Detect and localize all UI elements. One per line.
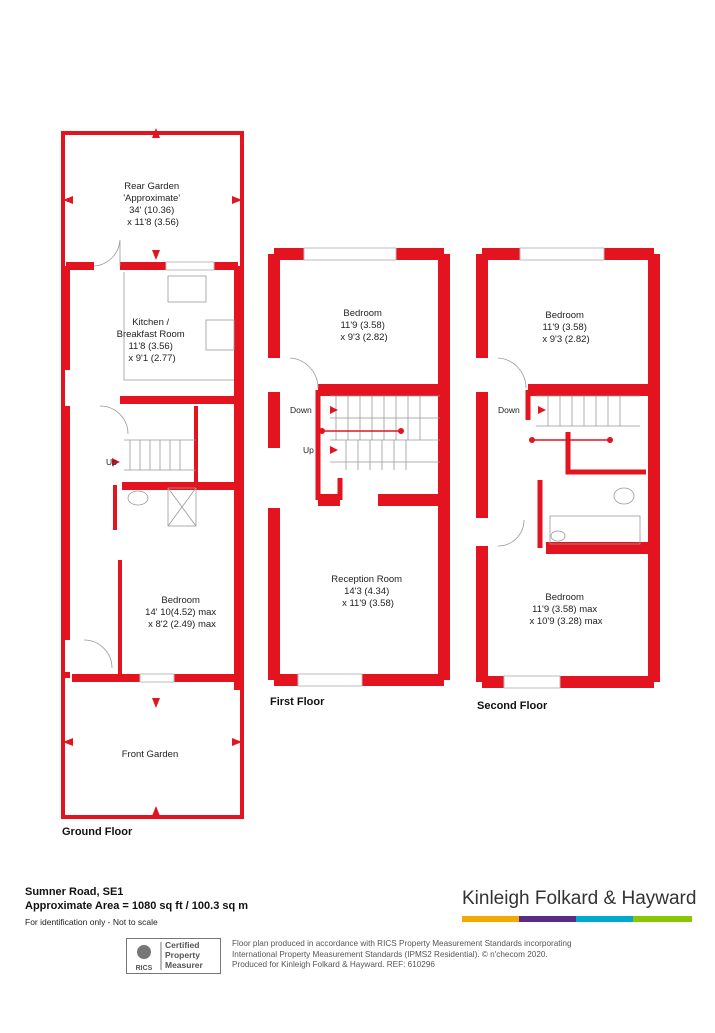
- rear-garden-label: Rear Garden 'Approximate' 34' (10.36) x 11'8 (3.56): [123, 181, 181, 228]
- brand-name: Kinleigh Folkard & Hayward: [462, 888, 697, 909]
- brand-bar-purple: [519, 916, 576, 922]
- brand-bar-orange: [462, 916, 519, 922]
- first-floor-title: First Floor: [270, 696, 325, 708]
- second-bedroom-bottom-label: Bedroom 11'9 (3.58) max x 10'9 (3.28) max: [529, 592, 603, 627]
- bath-icon: [550, 516, 640, 544]
- second-floor-title: Second Floor: [477, 700, 548, 712]
- front-window: [140, 674, 174, 682]
- second-rear-window: [504, 676, 560, 688]
- second-bedroom-top-label: Bedroom 11'9 (3.58) x 9'3 (2.82): [542, 310, 590, 345]
- door-swing: [100, 406, 128, 434]
- second-bedroom-window: [520, 248, 604, 260]
- ground-stairs: [124, 440, 196, 470]
- stair-down-label: Down: [498, 405, 520, 415]
- first-bedroom-window: [304, 248, 396, 260]
- arrows: [63, 128, 546, 816]
- stair-down-label: Down: [290, 405, 312, 415]
- brand-bar-green: [633, 916, 692, 922]
- ground-site-boundary: [63, 133, 242, 817]
- stair-up-label: Up: [303, 445, 314, 455]
- ground-floor-title: Ground Floor: [62, 826, 133, 838]
- front-garden-label: Front Garden: [121, 749, 179, 760]
- scale-note: For identification only - Not to scale: [25, 917, 158, 927]
- reception-window: [298, 674, 362, 686]
- first-bedroom-label: Bedroom 11'9 (3.58) x 9'3 (2.82): [340, 308, 388, 343]
- rics-certified-text: Certified Property Measurer: [165, 940, 203, 970]
- kitchen-label: Kitchen / Breakfast Room 11'8 (3.56) x 9'1 (2.77): [116, 317, 185, 364]
- property-info: [25, 885, 248, 927]
- toilet-icon: [614, 488, 634, 504]
- kitchen-sink-icon: [168, 276, 206, 302]
- ground-bedroom-label: Bedroom 14' 10(4.52) max x 8'2 (2.49) max: [145, 595, 217, 630]
- stair-up-label: Up: [106, 457, 117, 467]
- hob-icon: [206, 320, 234, 350]
- brand-bar-blue: [576, 916, 633, 922]
- reception-label: Reception Room 14'3 (4.34) x 11'9 (3.58): [331, 574, 403, 609]
- kitchen-window: [166, 262, 214, 270]
- disclaimer: Floor plan produced in accordance with RICS Property Measurement Standards incorporating International Property Measurement Standards (IPMS2 Residential). © n'checom 2020. Produced for Kinleigh Folkard & Hayward. REF: 610296: [232, 939, 572, 969]
- second-floor-stairs: [536, 396, 640, 426]
- basin-icon: [128, 491, 148, 505]
- first-floor-stairs: [330, 396, 440, 462]
- address: Sumner Road, SE1: [25, 886, 124, 898]
- svg-text:RICS: RICS: [135, 965, 153, 972]
- area: Approximate Area = 1080 sq ft / 100.3 sq m: [25, 900, 249, 912]
